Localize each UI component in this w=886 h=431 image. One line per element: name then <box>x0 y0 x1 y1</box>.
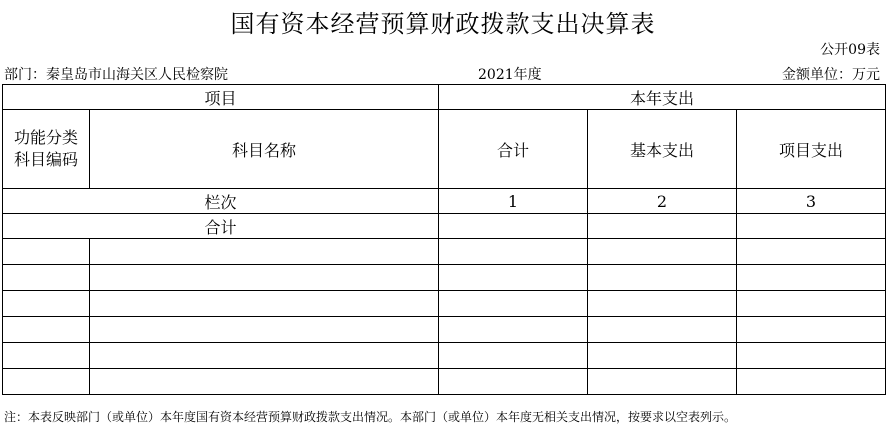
row-code <box>3 317 90 343</box>
table-row <box>3 317 886 343</box>
table-row <box>3 343 886 369</box>
row-project <box>737 317 886 343</box>
column-index-row <box>3 189 886 214</box>
row-project <box>737 239 886 265</box>
table-row <box>3 291 886 317</box>
row-total <box>439 317 588 343</box>
table-row <box>3 369 886 395</box>
row-basic <box>588 317 737 343</box>
department-label: 部门：秦皇岛市山海关区人民检察院 <box>4 67 228 83</box>
report-title: 国有资本经营预算财政拨款支出决算表 <box>230 10 656 38</box>
total-row-total <box>439 214 588 239</box>
subject-name-header: 科目名称 <box>90 110 439 189</box>
basic-spending-header: 基本支出 <box>588 110 737 189</box>
total-row-label: 合计 <box>3 214 439 239</box>
row-code <box>3 265 90 291</box>
unit-label: 金额单位：万元 <box>782 67 880 83</box>
code-header-line1: 功能分类 <box>13 128 78 147</box>
column-index-1: 1 <box>439 189 588 214</box>
total-row-project <box>737 214 886 239</box>
row-name <box>90 317 439 343</box>
expenditure-table <box>2 84 886 395</box>
row-total <box>439 239 588 265</box>
column-index-2: 2 <box>588 189 737 214</box>
row-basic <box>588 369 737 395</box>
row-basic <box>588 265 737 291</box>
table-row <box>3 265 886 291</box>
total-row <box>3 214 886 239</box>
row-code <box>3 291 90 317</box>
footnote: 注：本表反映部门（或单位）本年度国有资本经营预算财政拨款支出情况。本部门（或单位）本年度无相关支出情况，按要求以空表列示。 <box>4 410 737 424</box>
header-row-2 <box>3 110 886 189</box>
row-code <box>3 343 90 369</box>
row-code <box>3 369 90 395</box>
row-code <box>3 239 90 265</box>
column-index-label: 栏次 <box>3 189 439 214</box>
row-name <box>90 369 439 395</box>
row-project <box>737 369 886 395</box>
year-label: 2021年度 <box>478 67 542 83</box>
row-name <box>90 291 439 317</box>
row-name <box>90 265 439 291</box>
row-name <box>90 239 439 265</box>
row-basic <box>588 343 737 369</box>
project-header: 项目 <box>3 85 439 110</box>
row-project <box>737 343 886 369</box>
table-row <box>3 239 886 265</box>
function-code-header <box>3 110 90 189</box>
project-spending-header: 项目支出 <box>737 110 886 189</box>
row-total <box>439 291 588 317</box>
code-header-line2: 科目编码 <box>13 150 78 169</box>
table-tag: 公开09表 <box>820 42 880 58</box>
row-total <box>439 265 588 291</box>
row-total <box>439 343 588 369</box>
row-project <box>737 265 886 291</box>
row-name <box>90 343 439 369</box>
total-row-basic <box>588 214 737 239</box>
row-total <box>439 369 588 395</box>
header-row-1 <box>3 85 886 110</box>
row-basic <box>588 291 737 317</box>
row-project <box>737 291 886 317</box>
current-year-spending-header: 本年支出 <box>439 85 886 110</box>
column-index-3: 3 <box>737 189 886 214</box>
total-header: 合计 <box>439 110 588 189</box>
row-basic <box>588 239 737 265</box>
